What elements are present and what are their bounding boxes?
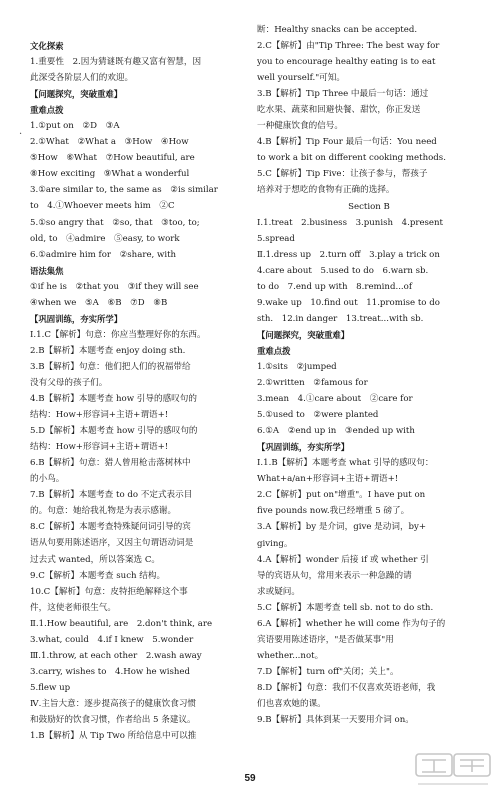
answer-line: 4.A【解析】wonder 后接 if 或 whether 引	[257, 554, 429, 565]
answer-line: 3.carry, wishes to 4.How he wished	[30, 666, 190, 677]
answer-line: 6.①admire him for ②share, with	[30, 249, 177, 260]
answer-line: 一种健康饮食的信号。	[257, 121, 343, 132]
answer-line: ④when we ⑤A ⑥B ⑦D ⑧B	[30, 297, 168, 308]
answer-line: 导的宾语从句，常用来表示一种急躁的请	[257, 570, 412, 581]
answer-line: 7.D【解析】turn off"关闭；关上"。	[257, 666, 399, 677]
answer-line: 5.①so angry that ②so, that ③too, to;	[30, 217, 200, 228]
answer-line: Ⅱ.1.How beautiful, are 2.don't think, are	[30, 618, 213, 629]
answer-line: Section B	[348, 201, 390, 212]
right-column	[257, 22, 481, 728]
answer-line: 的。句意：她给我礼物是为表示感谢。	[30, 506, 177, 517]
answer-line: 件，这使老师很生气。	[30, 602, 116, 613]
answer-line: 和鼓励好的饮食习惯，作者给出 5 条建议。	[30, 714, 196, 725]
answer-line: 4.B【解析】Tip Four 最后一句话：You need	[257, 137, 437, 148]
section-heading: 重难点拨	[30, 105, 64, 116]
answer-line: ⑤How ⑥What ⑦How beautiful, are	[30, 153, 195, 164]
section-heading: 【问题探究，突破重难】	[257, 329, 350, 340]
section-heading: 重难点拨	[257, 345, 291, 356]
answer-line: 3.A【解析】by 是介词，give 是动词，by+	[257, 522, 427, 533]
answer-line: old, to ④admire ⑤easy, to work	[30, 233, 180, 244]
answer-line: 5.D【解析】本题考查 how 引导的感叹句的	[30, 426, 198, 437]
answer-line: 3.what, could 4.if I knew 5.wonder	[30, 634, 194, 645]
answer-line: 的小鸟。	[30, 474, 65, 485]
answer-line: Ⅰ.1.C【解析】句意：你应当整理好你的东西。	[30, 329, 206, 340]
answer-line: 8.D【解析】句意：我们不仅喜欢英语老师，我	[257, 682, 436, 693]
answer-line: giving。	[257, 538, 293, 549]
answer-line: well yourself."可知。	[257, 73, 345, 84]
answer-line: Ⅰ.1.B【解析】本题考查 what 引导的感叹句：	[257, 458, 434, 469]
answer-line: 2.C【解析】put on"增重"。I have put on	[257, 490, 426, 501]
answer-line: 培养对于想吃的食物有正确的选择。	[257, 185, 395, 196]
answer-line: 5.①used to ②were planted	[257, 410, 379, 421]
answer-line: 9.wake up 10.find out 11.promise to do	[257, 297, 440, 308]
margin-dot: ·	[19, 129, 23, 140]
answer-line: 宾语要用陈述语序，"是否做某事"用	[257, 634, 394, 645]
answer-line: 没有父母的孩子们。	[30, 377, 108, 388]
answer-line: 吃水果、蔬菜和回避快餐、甜饮，你正发送	[257, 105, 421, 116]
answer-line: 1.重要性 2.因为猜谜既有趣又富有智慧，因	[30, 57, 202, 68]
answer-line: you to encourage healthy eating is to eat	[257, 57, 436, 68]
answer-line: Ⅳ.主旨大意：逐步提高孩子的健康饮食习惯	[30, 698, 197, 709]
answer-line: 9.C【解析】本题考查 such 结构。	[30, 570, 166, 581]
answer-line: 2.①written ②famous for	[257, 378, 368, 389]
answer-line: Ⅲ.1.throw, at each other 2.wash away	[30, 650, 202, 661]
answer-line: 4.B【解析】本题考查 how 引导的感叹句的	[30, 394, 197, 405]
answer-line: 求或疑问。	[257, 586, 300, 597]
section-heading: 语法集焦	[30, 265, 64, 276]
answer-line: 结构：How+形容词+主语+谓语+!	[30, 442, 169, 453]
answer-line: to do 7.end up with 8.remind...of	[257, 281, 413, 292]
answer-line: 10.C【解析】句意：皮特拒绝解释这个事	[30, 586, 188, 597]
answer-line: 4.care about 5.used to do 6.warn sb.	[257, 265, 429, 276]
page-number: 59	[244, 773, 256, 784]
answer-line: 5.C【解析】本题考查 tell sb. not to do sth.	[257, 602, 434, 613]
answer-line: 6.①A ②end up in ③ended up with	[257, 426, 415, 437]
answer-line: 1.B【解析】从 Tip Two 所给信息中可以推	[30, 731, 197, 742]
answer-line: 5.flew up	[30, 682, 71, 693]
answer-line: to 4.①Whoever meets him ②C	[30, 201, 175, 212]
answer-line: 3.B【解析】Tip Three 中最后一句话：通过	[257, 89, 429, 100]
answer-line: 断：Healthy snacks can be accepted.	[257, 25, 418, 35]
answer-line: 3.mean 4.①care about ②care for	[257, 394, 413, 405]
answer-line: Ⅰ.1.treat 2.business 3.punish 4.present	[257, 217, 444, 228]
answer-line: 5.spread	[257, 233, 295, 244]
answer-line: Ⅱ.1.dress up 2.turn off 3.play a trick on	[257, 249, 440, 260]
answer-line: 过去式 wanted，所以答案选 C。	[30, 554, 161, 565]
section-heading: 【巩固训练，夯实所学】	[257, 442, 350, 453]
answer-line: 们也喜欢她的课。	[257, 698, 326, 709]
answer-line: 2.B【解析】本题考查 enjoy doing sth.	[30, 345, 186, 356]
left-column	[30, 38, 254, 744]
answer-line: 2.C【解析】由"Tip Three: The best way for	[257, 41, 440, 52]
answer-line: 9.B【解析】具体到某一天要用介词 on。	[257, 715, 414, 726]
answer-line: ⑧How exciting ⑨What a wonderful	[30, 169, 190, 180]
answer-line: 1.①sits ②jumped	[257, 361, 337, 372]
answer-line: 6.B【解析】句意：猎人曾用枪击落树林中	[30, 458, 191, 469]
answer-line: 7.B【解析】本题考查 to do 不定式表示目	[30, 490, 193, 501]
answer-line: 结构：How+形容词+主语+谓语+!	[30, 410, 169, 421]
answer-line: 3.①are similar to, the same as ②is similar	[30, 185, 218, 196]
answer-line: 5.C【解析】Tip Five：让孩子参与，帮孩子	[257, 169, 428, 180]
answer-line: 此深受各阶层人们的欢迎。	[30, 73, 134, 84]
answer-line: 8.C【解析】本题考查特殊疑问词引导的宾	[30, 522, 191, 533]
answer-line: whether...not。	[257, 650, 324, 661]
answer-line: 语从句要用陈述语序，又因主句谓语动词是	[30, 538, 194, 549]
answer-line: to work a bit on different cooking methods.	[257, 153, 446, 164]
answer-line: sth. 12.in danger 13.treat...with sb.	[257, 313, 424, 324]
answer-line: What+a/an+形容词+主语+谓语+!	[257, 474, 399, 485]
answer-line: five pounds now.我已经增重 5 磅了。	[257, 506, 410, 517]
answer-line: 2.①What ②What a ③How ④How	[30, 137, 189, 148]
section-heading: 【巩固训练，夯实所学】	[30, 313, 123, 324]
answer-line: 3.B【解析】句意：他们把人们的祝福带给	[30, 361, 191, 372]
answer-line: ①if he is ②that you ③if they will see	[30, 281, 199, 292]
section-heading: 【问题探究，突破重难】	[30, 89, 123, 100]
watermark-logo-icon	[414, 751, 492, 789]
column-divider	[248, 20, 249, 760]
section-heading: 文化探索	[30, 41, 64, 51]
answer-line: 6.A【解析】whether he will come 作为句子的	[257, 618, 446, 629]
answer-line: 1.①put on ②D ③A	[30, 121, 120, 132]
